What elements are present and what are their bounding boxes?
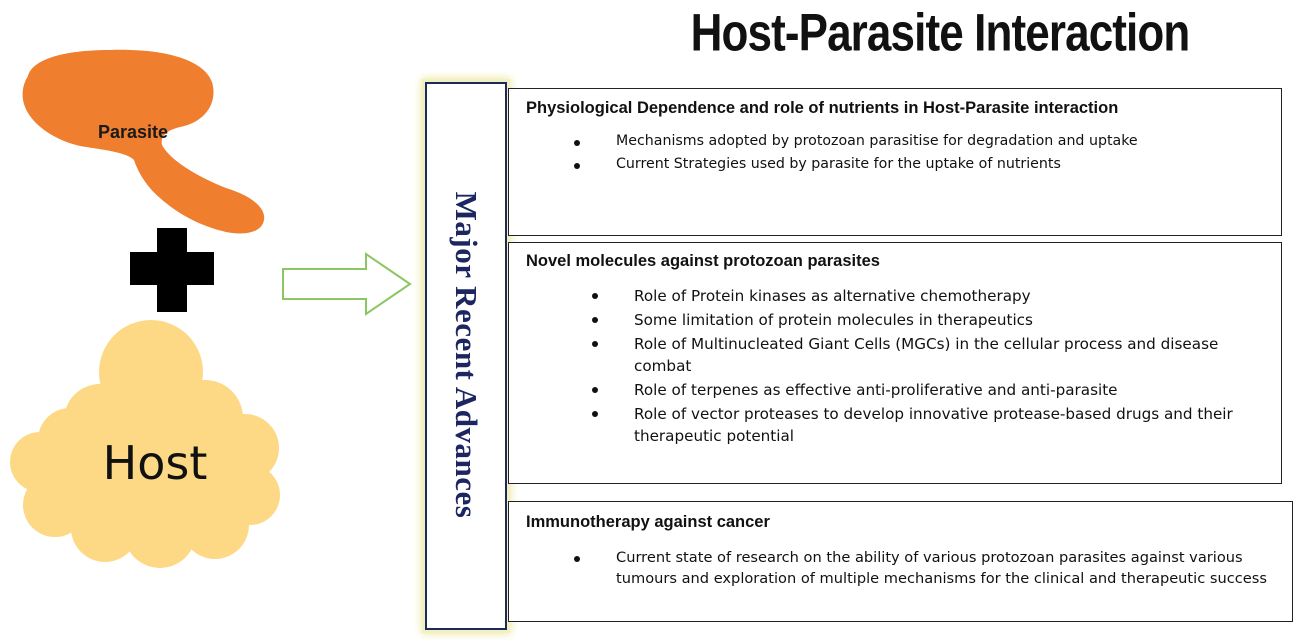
topic-box-title: Immunotherapy against cancer <box>526 513 770 531</box>
vertical-banner-text: Major Recent Advances <box>449 191 484 519</box>
bullet-item: Current state of research on the ability of various protozoan parasites against various tumours and exploration of multiple mechanisms for the clinical and therapeutic success <box>616 547 1278 589</box>
illustration <box>0 0 420 642</box>
topic-box-novel-molecules <box>508 242 1282 484</box>
topic-bullet-list <box>616 131 1267 174</box>
right-arrow-icon <box>283 254 410 314</box>
bullet-item: Role of terpenes as effective anti-proliferative and anti-parasite <box>634 379 1267 401</box>
bullet-item: Role of vector proteases to develop innovative protease-based drugs and their therapeutic potential <box>634 403 1267 447</box>
bullet-item: Current Strategies used by parasite for the uptake of nutrients <box>616 154 1267 174</box>
topic-box-immunotherapy <box>508 501 1293 622</box>
topic-box-title: Novel molecules against protozoan parasites <box>526 252 880 270</box>
bullet-item: Mechanisms adopted by protozoan parasitise for degradation and uptake <box>616 131 1267 151</box>
diagram-title: Host-Parasite Interaction <box>690 3 1190 62</box>
parasite-label: Parasite <box>98 122 169 142</box>
topic-box-nutrients <box>508 88 1282 236</box>
bullet-item: Some limitation of protein molecules in therapeutics <box>634 309 1267 331</box>
topic-box-title: Physiological Dependence and role of nutrients in Host-Parasite interaction <box>526 99 1119 117</box>
bullet-item: Role of Protein kinases as alternative chemotherapy <box>634 285 1267 307</box>
topic-bullet-list <box>616 547 1278 589</box>
host-label: Host <box>102 436 208 490</box>
bullet-item: Role of Multinucleated Giant Cells (MGCs) in the cellular process and disease combat <box>634 333 1267 377</box>
topic-bullet-list <box>634 285 1267 447</box>
plus-icon <box>130 228 214 312</box>
